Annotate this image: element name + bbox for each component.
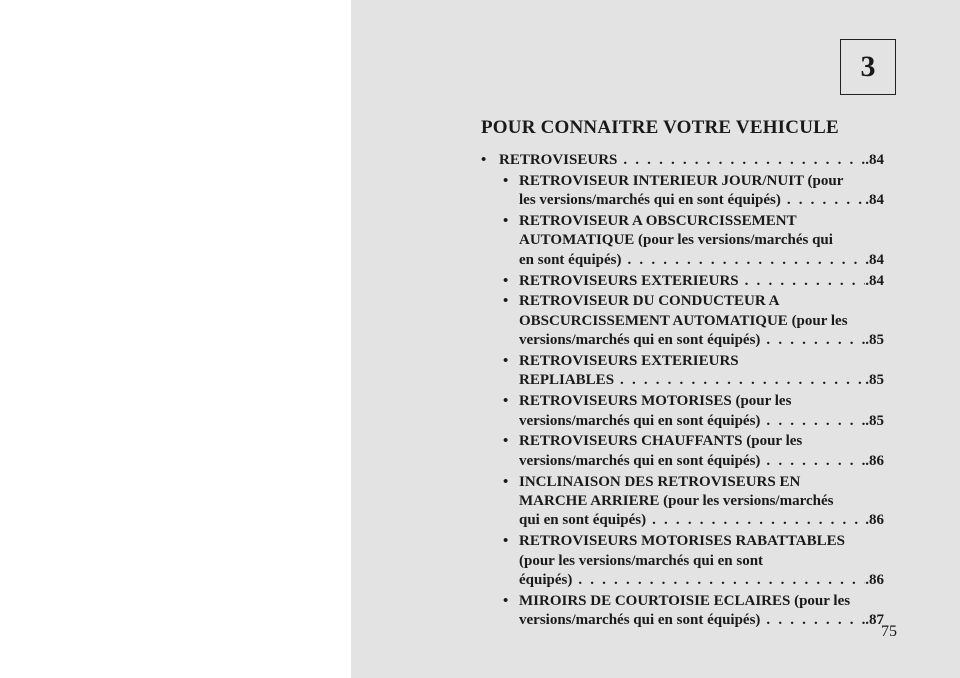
toc-entry-line	[519, 432, 884, 451]
toc-entry-line	[519, 552, 884, 571]
toc-entry-line	[519, 272, 884, 291]
toc-entry-line	[519, 592, 884, 611]
dot-leader	[628, 251, 866, 270]
table-of-contents	[479, 151, 884, 631]
toc-page-ref: .85	[865, 412, 884, 429]
toc-entry-text: RETROVISEURS CHAUFFANTS (pour les	[519, 433, 803, 450]
bullet-icon: •	[503, 213, 509, 229]
toc-entry-text: OBSCURCISSEMENT AUTOMATIQUE (pour les	[519, 312, 848, 329]
chapter-number: 3	[860, 50, 876, 83]
toc-entry-text: AUTOMATIQUE (pour les versions/marchés qui	[519, 232, 833, 249]
dot-leader	[578, 571, 865, 590]
bullet-icon: •	[503, 353, 509, 370]
toc-entry[interactable]	[479, 473, 884, 531]
toc-entry-text: versions/marchés qui en sont équipés)	[519, 412, 761, 429]
bullet-icon: •	[503, 533, 509, 550]
toc-panel	[351, 0, 960, 678]
toc-entry[interactable]	[479, 392, 884, 431]
toc-entry-text: INCLINAISON DES RETROVISEURS EN	[519, 473, 801, 490]
toc-entry[interactable]	[479, 272, 884, 291]
toc-entry-text: RETROVISEURS MOTORISES (pour les	[519, 393, 792, 410]
page-number: 75	[881, 623, 897, 640]
toc-page-ref: .84	[865, 152, 884, 168]
toc-entry-line	[519, 231, 884, 250]
dot-leader	[652, 511, 865, 530]
toc-entry-text: en sont équipés)	[519, 251, 622, 268]
toc-entry[interactable]	[479, 532, 884, 590]
toc-entry-text: versions/marchés qui en sont équipés)	[519, 612, 761, 629]
bullet-icon: •	[503, 393, 509, 410]
toc-entry-line	[519, 392, 884, 411]
toc-entry-text: les versions/marchés qui en sont équipés)	[519, 192, 781, 209]
toc-entry-text: RETROVISEURS	[499, 152, 618, 168]
toc-page-ref: .87	[865, 612, 884, 629]
toc-entry-line	[519, 292, 884, 311]
toc-entry-text: versions/marchés qui en sont équipés)	[519, 452, 761, 469]
toc-entry-line	[519, 492, 884, 511]
toc-entry-line	[519, 251, 884, 270]
toc-entry-text: REPLIABLES	[519, 372, 615, 389]
toc-page-ref: .86	[865, 512, 884, 529]
toc-entry-text: RETROVISEUR DU CONDUCTEUR A	[519, 293, 780, 310]
toc-page-ref: .84	[865, 192, 884, 209]
toc-entry-line	[519, 452, 884, 471]
dot-leader	[766, 452, 865, 471]
dot-leader	[620, 371, 865, 390]
toc-entry-line	[519, 571, 884, 590]
bullet-icon: •	[503, 172, 509, 189]
toc-entry[interactable]	[479, 172, 884, 211]
toc-entry-text: RETROVISEUR A OBSCURCISSEMENT	[519, 213, 797, 229]
dot-leader	[745, 272, 866, 291]
bullet-icon: •	[503, 272, 509, 289]
blank-margin	[0, 0, 351, 678]
bullet-icon: •	[503, 592, 509, 609]
bullet-icon: •	[503, 433, 509, 450]
toc-entry-line	[499, 151, 884, 170]
toc-entry-line	[519, 473, 884, 492]
dot-leader	[623, 151, 865, 170]
toc-entry-text: RETROVISEUR INTERIEUR JOUR/NUIT (pour	[519, 172, 844, 189]
toc-page-ref: .86	[865, 452, 884, 469]
toc-entry-line	[519, 371, 884, 390]
toc-entry-line	[519, 312, 884, 331]
toc-entry[interactable]	[479, 212, 884, 270]
toc-entry-line	[519, 611, 884, 630]
toc-entry-text: qui en sont équipés)	[519, 512, 647, 529]
toc-page-ref: .86	[865, 572, 884, 589]
toc-entry-text: RETROVISEURS EXTERIEURS	[519, 353, 739, 370]
chapter-number-box	[840, 39, 896, 95]
toc-page-ref: .84	[865, 251, 884, 268]
toc-entry-line	[519, 331, 884, 350]
toc-entry-line	[519, 511, 884, 530]
toc-entry[interactable]	[479, 352, 884, 391]
toc-entry-line	[519, 352, 884, 371]
dot-leader	[766, 611, 865, 630]
toc-entry-line	[519, 212, 884, 231]
toc-entry[interactable]	[479, 151, 884, 170]
bullet-icon: •	[503, 473, 509, 490]
dot-leader	[766, 331, 865, 350]
toc-entry-text: RETROVISEURS EXTERIEURS	[519, 272, 739, 289]
toc-entry[interactable]	[479, 432, 884, 471]
toc-entry-text: (pour les versions/marchés qui en sont	[519, 552, 764, 569]
toc-entry[interactable]	[479, 292, 884, 350]
toc-entry-line	[519, 412, 884, 431]
toc-entry-line	[519, 532, 884, 551]
toc-entry-line	[519, 191, 884, 210]
toc-page-ref: .84	[865, 272, 884, 289]
toc-entry-text: RETROVISEURS MOTORISES RABATTABLES	[519, 533, 845, 550]
toc-entry-text: MARCHE ARRIERE (pour les versions/marchés	[519, 493, 834, 510]
dot-leader	[766, 412, 865, 431]
toc-entry-line	[519, 172, 884, 191]
toc-entry-text: MIROIRS DE COURTOISIE ECLAIRES (pour les	[519, 592, 851, 609]
dot-leader	[787, 191, 865, 210]
toc-page-ref: .85	[865, 372, 884, 389]
bullet-icon: •	[503, 293, 509, 310]
toc-entry[interactable]	[479, 592, 884, 631]
toc-entry-text: équipés)	[519, 572, 573, 589]
toc-entry-text: versions/marchés qui en sont équipés)	[519, 332, 761, 349]
bullet-icon: •	[481, 152, 487, 168]
section-title: POUR CONNAITRE VOTRE VEHICULE	[481, 117, 839, 138]
toc-page-ref: .85	[865, 332, 884, 349]
